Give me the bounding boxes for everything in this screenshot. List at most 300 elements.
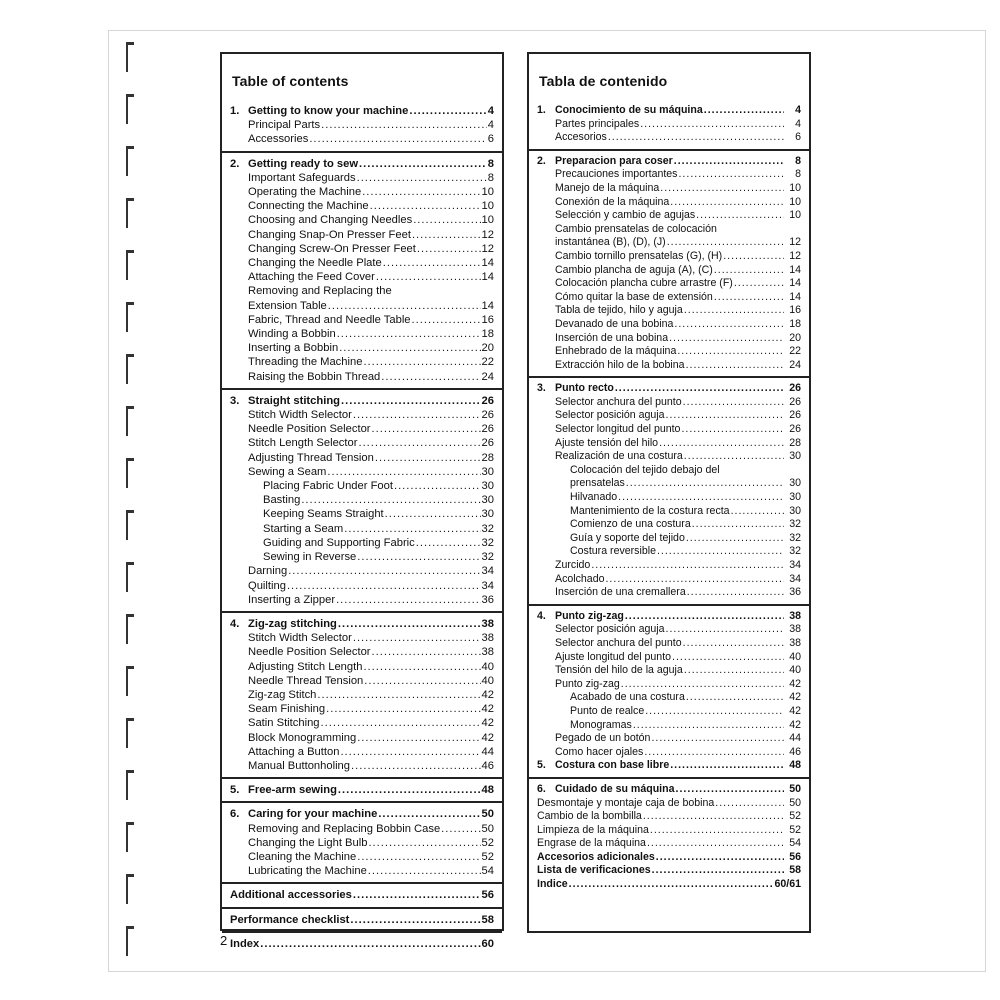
toc-entry-label: Quilting [248,579,286,592]
toc-entry-page: 42 [789,691,801,704]
toc-entry[interactable] [230,493,494,507]
dot-leader [714,264,784,278]
toc-entry[interactable] [230,185,494,199]
binding-ring [124,354,134,384]
toc-entry-page: 36 [789,586,801,599]
toc-entry-page: 48 [789,759,801,772]
dot-leader [666,409,784,423]
toc-entry-label: Important Safeguards [248,171,356,184]
toc-entry-label: Threading the Machine [248,356,363,369]
toc-entry[interactable] [230,299,494,313]
toc-entry-label: Attaching the Feed Cover [248,271,375,284]
toc-entry-page: 52 [481,850,494,863]
toc-entry[interactable] [537,864,801,878]
toc-entry[interactable] [230,645,494,659]
toc-entry[interactable] [537,545,801,559]
toc-entry[interactable] [230,660,494,674]
toc-entry[interactable] [230,702,494,716]
toc-entry-page: 12 [481,242,494,255]
toc-entry-label: Manual Buttonholing [248,759,351,772]
toc-entry-label: Sewing in Reverse [263,551,357,564]
dot-leader [260,937,480,951]
dot-leader [684,304,784,318]
toc-entry[interactable] [537,223,801,237]
toc-entry-page: 32 [789,545,801,558]
binding-ring [124,94,134,124]
toc-entry[interactable] [537,277,801,291]
toc-entry-page: 38 [789,609,801,622]
toc-entry-page: 56 [481,889,494,902]
toc-entry-label: prensatelas [570,477,625,490]
toc-entry[interactable] [537,359,801,373]
toc-entry[interactable] [230,213,494,227]
section-divider [529,376,809,378]
toc-entry[interactable] [230,579,494,593]
toc-entry[interactable] [537,409,801,423]
toc-entry[interactable] [230,479,494,493]
toc-entry-page: 4 [487,105,494,117]
toc-entry[interactable] [537,783,801,797]
dot-leader [339,341,480,355]
toc-entry[interactable] [230,507,494,521]
section-divider [222,882,502,884]
toc-entry[interactable] [230,313,494,327]
toc-entry-label: Limpieza de la máquina [537,823,649,836]
toc-entry[interactable] [537,196,801,210]
section-divider [222,777,502,779]
toc-entry-label: Changing the Light Bulb [248,836,368,849]
toc-entry-page: 30 [789,477,801,490]
toc-entry-page: 56 [789,850,801,863]
dot-leader [375,451,481,465]
toc-entry[interactable] [230,617,494,631]
dot-leader [350,913,480,927]
toc-entry-page: 34 [481,579,494,592]
toc-entry[interactable] [230,536,494,550]
toc-entry[interactable] [230,716,494,730]
toc-entry-label: Colocación plancha cubre arrastre (F) [555,277,733,290]
toc-entry-page: 26 [481,394,494,407]
toc-entry[interactable] [537,518,801,532]
toc-entry[interactable] [537,732,801,746]
toc-entry[interactable] [537,396,801,410]
toc-entry-page: 58 [789,864,801,877]
toc-entry-page: 34 [481,565,494,578]
toc-entry-page: 42 [789,704,801,717]
toc-entry[interactable] [537,664,801,678]
toc-entry-label: Devanado de una bobina [555,317,674,330]
toc-entry[interactable] [537,155,801,169]
toc-entry-label: Costura con base libre [555,759,670,772]
toc-entry[interactable] [230,132,494,146]
dot-leader [643,810,784,824]
toc-entry-label: Tensión del hilo de la aguja [555,664,683,677]
toc-entry[interactable] [537,182,801,196]
toc-entry[interactable] [230,228,494,242]
toc-entry-label: Connecting the Machine [248,200,369,213]
toc-entry-label: Stitch Width Selector [248,409,352,422]
toc-entry-label: Needle Thread Tension [248,674,364,687]
toc-entry-label: Needle Position Selector [248,646,371,659]
toc-entry-page: 42 [481,717,494,730]
dot-leader [625,610,784,624]
dot-leader [370,199,481,213]
toc-entry-label: Sewing a Seam [248,465,327,478]
toc-entry[interactable] [230,937,494,951]
toc-entry-label: instantánea (B), (D), (J) [555,236,666,249]
toc-entry-label: Accesorios adicionales [537,850,655,863]
toc-entry[interactable] [230,550,494,564]
toc-entry[interactable] [537,104,801,118]
toc-entry[interactable] [230,631,494,645]
dot-leader [657,545,784,559]
toc-entry[interactable] [230,822,494,836]
toc-entry-page: 46 [789,745,801,758]
toc-entry-label: Manejo de la máquina [555,181,660,194]
toc-entry-label: Changing Screw-On Presser Feet [248,242,416,255]
dot-leader [357,850,480,864]
toc-entry[interactable] [537,332,801,346]
dot-leader [591,559,784,573]
toc-entry-label: Guía y soporte del tejido [570,531,685,544]
toc-entry-label: Lista de verificaciones [537,864,651,877]
toc-entry-label: Caring for your machine [248,808,378,821]
toc-entry-label: Winding a Bobbin [248,328,336,341]
dot-leader [328,299,481,313]
toc-entry-page: 10 [789,181,801,194]
toc-entry-label: Getting ready to sew [248,157,359,170]
toc-entry-page: 12 [789,236,801,249]
toc-entry[interactable] [230,451,494,465]
toc-entry-number: 4. [537,609,546,622]
toc-entry-page: 4 [487,119,494,132]
toc-entry-label: Zurcido [555,559,591,571]
toc-entry-page: 34 [789,572,801,585]
toc-entry[interactable] [537,464,801,478]
dot-leader [341,394,481,408]
toc-entry-label: Starting a Seam [263,522,344,535]
toc-entry-page: 40 [789,664,801,677]
toc-entry-page: 16 [481,313,494,326]
dot-leader [326,702,480,716]
toc-entry-label: Zig-zag stitching [248,617,337,630]
toc-entry[interactable] [537,559,801,573]
toc-entry[interactable] [537,637,801,651]
toc-entry[interactable] [537,824,801,838]
toc-entry[interactable] [537,705,801,719]
toc-entry-label: Raising the Bobbin Thread [248,370,381,383]
toc-entry-page: 38 [789,623,801,636]
toc-entry-page: 32 [481,522,494,535]
toc-entry[interactable] [537,291,801,305]
toc-entry[interactable] [230,327,494,341]
toc-entry-label: Cómo quitar la base de extensión [555,290,713,303]
dot-leader [364,674,480,688]
binding-ring [124,146,134,176]
toc-entry-page: 12 [481,228,494,241]
dot-leader [714,291,784,305]
toc-entry-label: Attaching a Button [248,745,340,758]
toc-entry[interactable] [230,913,494,927]
toc-entry-page: 60 [481,937,494,950]
toc-entry[interactable] [230,104,494,118]
dot-leader [327,465,480,479]
toc-entry-label: Monogramas [570,718,632,731]
toc-entry[interactable] [537,505,801,519]
spanish-toc-panel [527,52,811,933]
dot-leader [357,550,480,564]
toc-entry-label: Pegado de un botón [555,732,651,745]
dot-leader [677,345,784,359]
toc-entry[interactable] [230,284,494,298]
dot-leader [683,637,784,651]
toc-entry-page: 42 [481,731,494,744]
dot-leader [362,185,480,199]
toc-entry[interactable] [537,209,801,223]
toc-entry[interactable] [230,465,494,479]
toc-entry[interactable] [537,573,801,587]
dot-leader [684,664,784,678]
toc-entry[interactable] [230,242,494,256]
dot-leader [651,732,784,746]
toc-entry-page: 50 [481,808,494,821]
toc-entry[interactable] [537,851,801,865]
toc-entry-page: 12 [789,249,801,262]
toc-entry-label: Cambio prensatelas de colocación [555,222,717,235]
toc-entry[interactable] [230,745,494,759]
dot-leader [372,645,481,659]
dot-leader [321,716,481,730]
toc-entry-page: 40 [481,660,494,673]
toc-entry-number: 6. [537,782,546,795]
toc-entry[interactable] [537,345,801,359]
toc-entry[interactable] [230,370,494,384]
dot-leader [441,822,480,836]
toc-entry-page: 42 [789,677,801,690]
toc-entry[interactable] [230,522,494,536]
section-divider [222,388,502,390]
dot-leader [385,507,481,521]
toc-entry-label: Ajuste tensión del hilo [555,436,659,449]
toc-entry[interactable] [230,355,494,369]
toc-entry-label: Cleaning the Machine [248,850,357,863]
toc-entry[interactable] [230,394,494,408]
toc-entry-label: Selector anchura del punto [555,636,682,649]
toc-entry-label: Ajuste longitud del punto [555,650,672,663]
binding-ring [124,302,134,332]
toc-entry-label: Straight stitching [248,394,340,407]
dot-leader [605,573,784,587]
toc-entry[interactable] [230,783,494,797]
toc-entry-page: 30 [789,491,801,504]
toc-entry-page: 26 [481,409,494,422]
toc-entry-label: Choosing and Changing Needles [248,214,413,227]
toc-entry[interactable] [537,719,801,733]
toc-entry[interactable] [537,746,801,760]
toc-entry[interactable] [537,236,801,250]
toc-entry[interactable] [537,437,801,451]
toc-entry[interactable] [230,888,494,902]
dot-leader [317,688,480,702]
toc-entry[interactable] [537,304,801,318]
spanish-toc-list [537,104,801,892]
toc-entry-label: Fabric, Thread and Needle Table [248,313,411,326]
toc-entry-label: Acolchado [555,572,605,585]
dot-leader [340,745,480,759]
toc-entry[interactable] [537,118,801,132]
dot-leader [569,878,774,892]
toc-entry-page: 54 [789,837,801,850]
toc-entry[interactable] [537,477,801,491]
toc-entry[interactable] [230,674,494,688]
toc-entry-page: 26 [789,395,801,408]
toc-entry-number: 6. [230,808,240,821]
toc-entry-label: Stitch Width Selector [248,632,352,645]
dot-leader [660,182,784,196]
toc-entry-page: 24 [481,370,494,383]
dot-leader [394,479,481,493]
toc-entry-page: 28 [789,436,801,449]
toc-entry[interactable] [230,118,494,132]
toc-entry-label: Desmontaje y montaje caja de bobina [537,796,715,809]
toc-entry[interactable] [230,731,494,745]
toc-entry[interactable] [537,131,801,145]
toc-entry-label: Basting [263,494,301,507]
toc-entry[interactable] [230,341,494,355]
toc-entry[interactable] [537,382,801,396]
toc-entry-label: Costura reversible [570,545,656,558]
toc-entry-page: 32 [481,551,494,564]
toc-entry[interactable] [537,691,801,705]
toc-entry-page: 30 [481,494,494,507]
toc-entry[interactable] [230,422,494,436]
dot-leader [309,132,486,146]
toc-entry-page: 54 [481,865,494,878]
toc-entry-page: 32 [789,531,801,544]
toc-entry-page: 4 [795,104,801,116]
toc-entry[interactable] [537,678,801,692]
dot-leader [353,408,481,422]
dot-leader [674,318,784,332]
toc-entry[interactable] [537,450,801,464]
toc-entry[interactable] [230,564,494,578]
toc-entry-number: 2. [230,157,240,170]
binding-ring [124,926,134,956]
toc-entry-page: 38 [481,646,494,659]
toc-entry-number: 2. [537,154,546,167]
toc-entry[interactable] [230,270,494,284]
toc-entry[interactable] [537,837,801,851]
dot-leader [734,277,784,291]
binding-ring [124,510,134,540]
binding-ring [124,42,134,72]
dot-leader [650,824,784,838]
toc-entry[interactable] [230,850,494,864]
toc-entry[interactable] [537,250,801,264]
toc-entry-label: Precauciones importantes [555,168,678,181]
toc-entry-label: Realización de una costura [555,450,683,463]
toc-entry-page: 40 [789,650,801,663]
toc-entry[interactable] [230,199,494,213]
dot-leader [686,691,784,705]
binding-ring [124,562,134,592]
toc-entry-label: Selector longitud del punto [555,423,681,436]
toc-entry[interactable] [537,532,801,546]
toc-entry[interactable] [537,610,801,624]
toc-entry[interactable] [230,807,494,821]
toc-entry-page: 52 [789,823,801,836]
binding-ring [124,198,134,228]
toc-entry-label: Cambio tornillo prensatelas (G), (H) [555,249,723,262]
toc-entry[interactable] [230,408,494,422]
dot-leader [336,593,480,607]
dot-leader [358,436,480,450]
dot-leader [626,477,784,491]
dot-leader [692,518,784,532]
dot-leader [376,270,481,284]
toc-entry[interactable] [537,623,801,637]
dot-leader [618,491,784,505]
toc-entry-page: 18 [481,328,494,341]
toc-entry[interactable] [537,423,801,437]
toc-entry[interactable] [537,878,801,892]
toc-entry-label: Conocimiento de su máquina [555,104,703,116]
toc-entry[interactable] [230,157,494,171]
toc-entry[interactable] [230,436,494,450]
toc-entry[interactable] [537,651,801,665]
dot-leader [672,651,784,665]
toc-entry-label: Colocación del tejido debajo del [570,463,720,476]
toc-entry[interactable] [230,256,494,270]
toc-entry[interactable] [537,318,801,332]
toc-entry-page: 14 [481,257,494,270]
toc-entry[interactable] [537,759,801,773]
binding-ring [124,874,134,904]
toc-entry[interactable] [230,688,494,702]
dot-leader [678,168,784,182]
toc-entry[interactable] [537,264,801,278]
dot-leader [378,807,480,821]
dot-leader [338,783,481,797]
dot-leader [696,209,784,223]
toc-entry-page: 6 [487,133,494,146]
toc-entry-label: Guiding and Supporting Fabric [263,536,415,549]
toc-entry[interactable] [537,491,801,505]
toc-entry[interactable] [230,593,494,607]
toc-entry[interactable] [537,797,801,811]
toc-entry-page: 40 [481,674,494,687]
toc-entry[interactable] [537,586,801,600]
toc-entry-label: Satin Stitching [248,717,320,730]
toc-entry-page: 26 [481,437,494,450]
toc-entry[interactable] [230,836,494,850]
toc-entry-page: 8 [487,171,494,184]
dot-leader [372,422,481,436]
toc-entry-page: 14 [789,290,801,303]
toc-entry-label: Cambio de la bombilla [537,810,642,823]
toc-entry[interactable] [230,171,494,185]
toc-entry-page: 46 [481,759,494,772]
toc-entry[interactable] [537,810,801,824]
toc-entry-number: 4. [230,617,240,630]
dot-leader [656,851,784,865]
toc-entry-label: Como hacer ojales [555,745,644,758]
toc-entry[interactable] [230,864,494,878]
dot-leader [301,493,480,507]
toc-entry[interactable] [537,168,801,182]
dot-leader [674,155,784,169]
toc-entry[interactable] [230,759,494,773]
